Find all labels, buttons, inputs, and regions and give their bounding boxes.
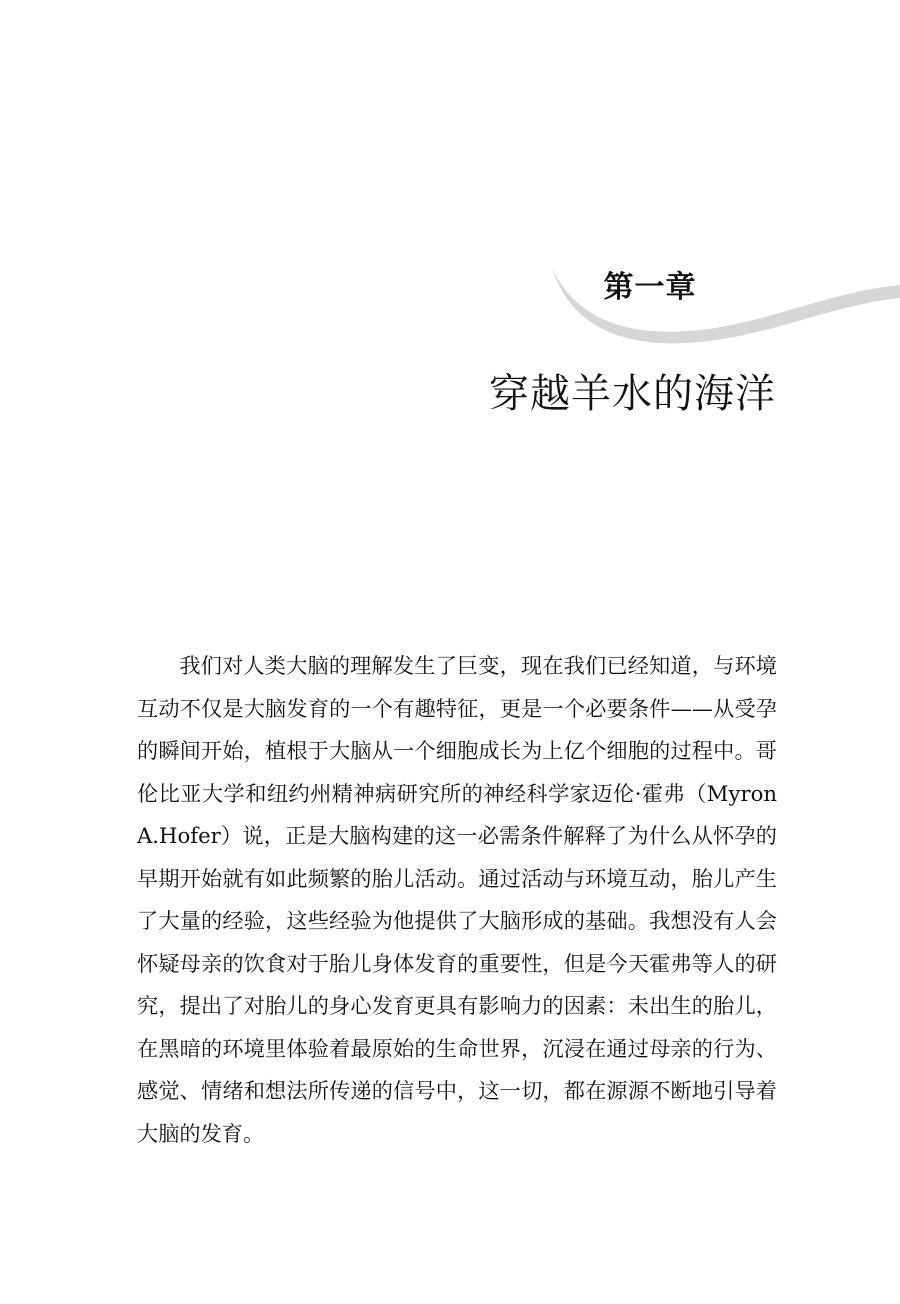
chapter-number: 第一章 bbox=[603, 270, 697, 305]
body-paragraph: 我们对人类大脑的理解发生了巨变，现在我们已经知道，与环境互动不仅是大脑发育的一个有趣特征，更是一个必要条件——从受孕的瞬间开始，植根于大脑从一个细胞成长为上亿个细胞的过程中。哥伦比亚大学和纽约州精神病研究所的神经科学家迈伦·霍弗（Myron A.Hofer）说，正是大脑构建的这一必需条件解释了为什么从怀孕的早期开始就有如此频繁的胎儿活动。通过活动与环境互动，胎儿产生了大量的经验，这些经验为他提供了大脑形成的基础。我想没有人会怀疑母亲的饮食对于胎儿身体发育的重要性，但是今天霍弗等人的研究，提出了对胎儿的身心发育更具有影响力的因素：未出生的胎儿，在黑暗的环境里体验着最原始的生命世界，沉浸在通过母亲的行为、感觉、情绪和想法所传递的信号中，这一切，都在源源不断地引导着大脑的发育。 bbox=[137, 653, 777, 1146]
chapter-swoosh-decoration bbox=[0, 0, 900, 420]
chapter-title: 穿越羊水的海洋 bbox=[489, 371, 776, 417]
